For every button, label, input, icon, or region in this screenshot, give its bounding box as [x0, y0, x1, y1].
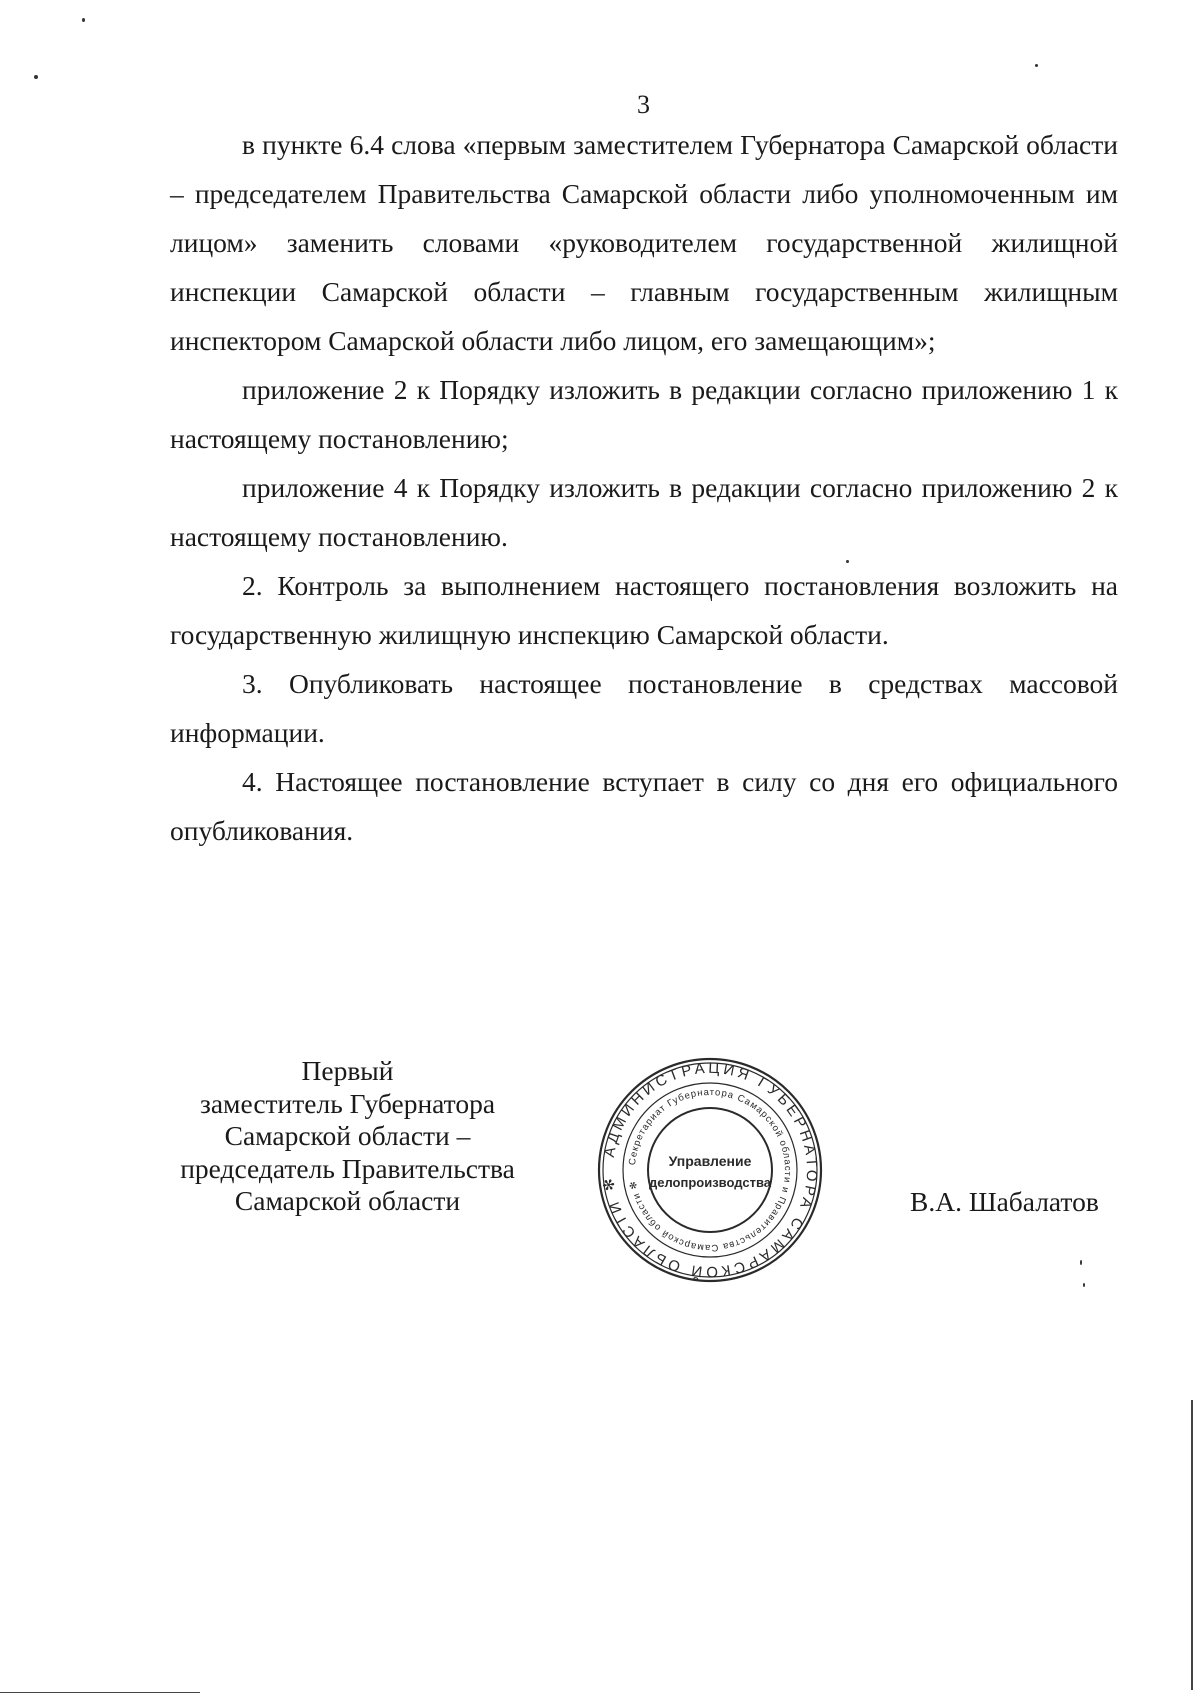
signatory-title-line: заместитель Губернатора — [199, 1087, 496, 1119]
signatory-name: В.А. Шабалатов — [910, 1186, 1099, 1217]
signatory-title-line: Самарской области – — [224, 1120, 471, 1151]
paragraph-control: 2. Контроль за выполнением настоящего постановления возложить на государственную жилищную инспекцию Самарской области. — [170, 570, 1118, 650]
paragraph-effective-date: 4. Настоящее постановление вступает в силу со дня его официального опубликования. — [170, 766, 1118, 846]
stamp-center-line2: делопроизводства — [648, 1175, 772, 1190]
scan-speck — [1035, 64, 1038, 67]
scan-speck — [1083, 1283, 1085, 1287]
signatory-title-line: председатель Правительства — [180, 1152, 515, 1184]
paragraph-publish: 3. Опубликовать настоящее постановление в средствах массовой информации. — [170, 668, 1118, 748]
scan-edge-line — [1191, 1400, 1193, 1690]
official-stamp — [596, 1056, 824, 1284]
stamp-center-line1: Управление — [668, 1153, 752, 1169]
stamp-inner-text: Секретариат Губернатора Самарской области и Правительства Самарской области ✻ — [627, 1086, 794, 1254]
paragraph-appendix-2: приложение 2 к Порядку изложить в редакции согласно приложению 1 к настоящему постановлению; — [170, 374, 1118, 454]
signatory-title-line: Самарской области — [234, 1185, 461, 1216]
paragraph-appendix-4: приложение 4 к Порядку изложить в редакции согласно приложению 2 к настоящему постановлению. — [170, 472, 1118, 552]
signatory-title-line: Первый — [301, 1055, 394, 1086]
signatory-title — [170, 1055, 525, 1218]
scan-speck — [1080, 1260, 1082, 1265]
document-body — [170, 120, 1118, 855]
stamp-outer-text: АДМИНИСТРАЦИЯ ГУБЕРНАТОРА САМАРСКОЙ ОБЛАСТИ ✻ — [600, 1059, 821, 1281]
scan-speck — [846, 560, 849, 563]
scan-speck — [34, 75, 38, 79]
scan-speck — [82, 18, 85, 22]
paragraph-amendment-6-4: в пункте 6.4 слова «первым заместителем Губернатора Самарской области – председателем Правительства Самарской области либо уполномоченным им лицом» заменить словами «руководителем государственной жилищной инспекции Самарской области – главным государственным жилищным инспектором Самарской области либо лицом, его замещающим»; — [170, 129, 1118, 356]
page-number: 3 — [637, 90, 650, 119]
scan-edge-line — [0, 1692, 200, 1693]
